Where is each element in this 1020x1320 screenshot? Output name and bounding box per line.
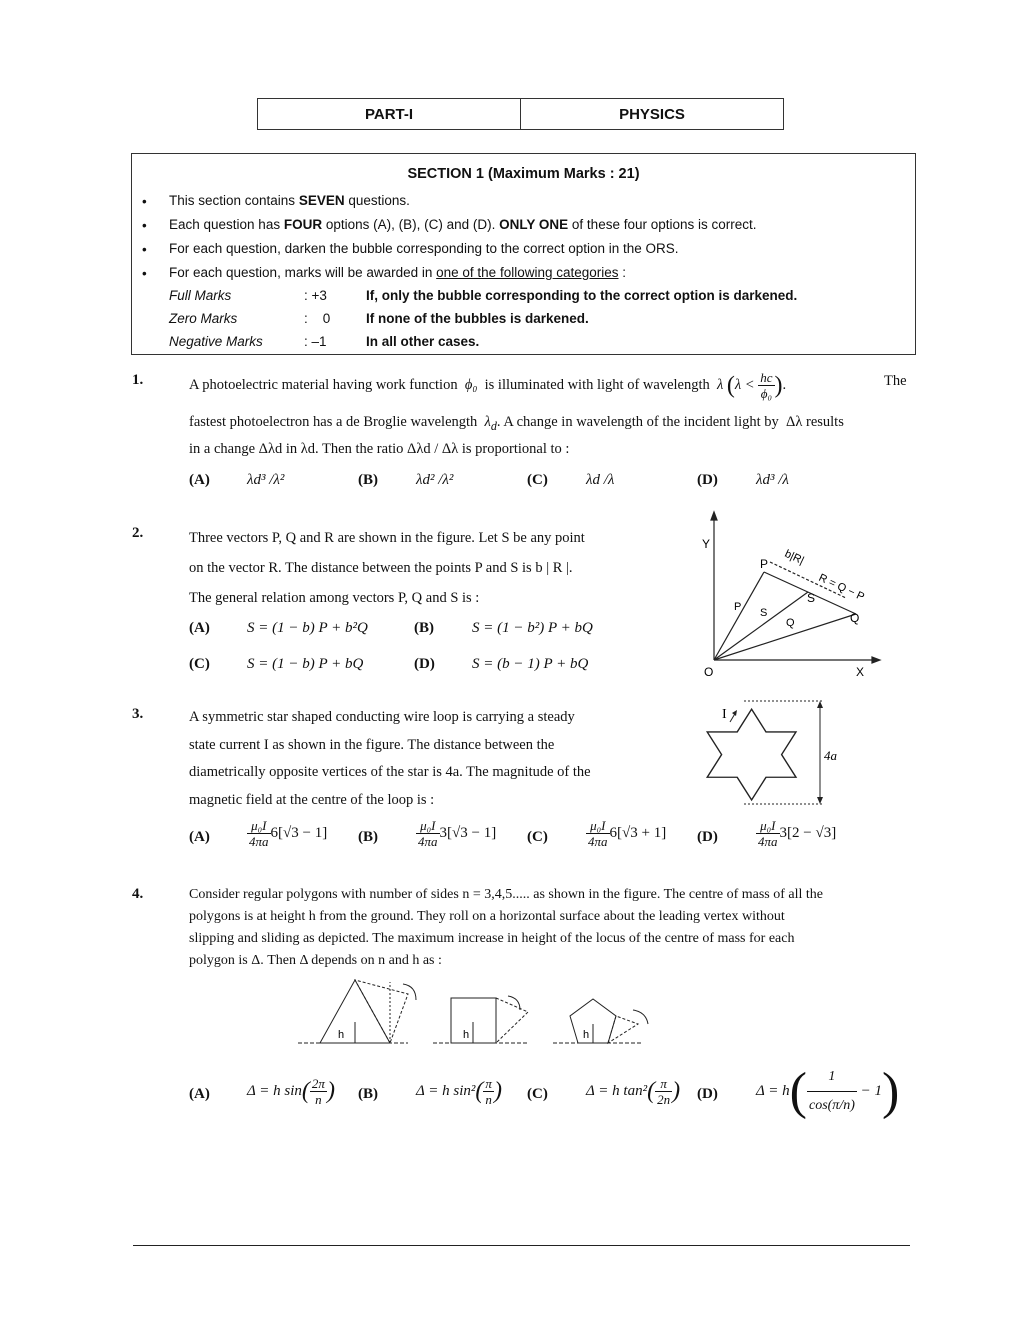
- part-label: PART-I: [364, 105, 414, 123]
- q2-line1: Three vectors P, Q and R are shown in the figure. Let S be any point: [189, 530, 585, 546]
- vector-q-label: Q: [786, 617, 795, 629]
- height-label-square: h: [463, 1029, 470, 1041]
- q1-line1: A photoelectric material having work function ϕ₀ is illuminated with light of wavelength λ (λ < $\frac{hc}{\text{ϕ₀}}$ ).: [189, 370, 787, 401]
- bullet-icon: •: [142, 194, 147, 209]
- part-header: [257, 98, 784, 130]
- question-number: 1.: [132, 372, 144, 388]
- q3-line2: state current I as shown in the figure. The distance between the: [189, 736, 555, 753]
- point-q-label: Q: [850, 611, 860, 625]
- bullet-icon: •: [142, 218, 147, 233]
- q1-line2: fastest photoelectron has a de Broglie wavelength $\lambda_d$. A change in wavelength of the incident light by Δλ results: [189, 414, 844, 433]
- q3-line1: A symmetric star shaped conducting wire loop is carrying a steady: [189, 709, 575, 725]
- q2-option-a-label: (A): [189, 620, 210, 636]
- question-number: 3.: [132, 706, 144, 722]
- q2-option-a[interactable]: S = (1 − b) P + b²Q: [247, 620, 368, 636]
- y-axis-label: Y: [702, 537, 711, 551]
- q2-option-b-label: (B): [414, 620, 434, 636]
- q3-option-c[interactable]: $\frac{\text{μ₀I}}{4\pi a}$ 6[√3 + 1]: [588, 818, 667, 849]
- question-number: 2.: [132, 525, 144, 541]
- q3-line4: magnetic field at the centre of the loop is :: [189, 791, 435, 808]
- current-label: I: [722, 707, 727, 722]
- q1-option-d[interactable]: λd³ /λ: [756, 472, 789, 488]
- q1-option-a-label: (A): [189, 472, 210, 488]
- q4-option-a[interactable]: Δ = h sin( $\frac{2\pi}{n}$ ): [247, 1076, 335, 1107]
- q3-option-d-label: (D): [697, 829, 718, 845]
- q4-line3: slipping and sliding as depicted. The maximum increase in height of the locus of the centre of mass for each: [189, 931, 795, 946]
- y-axis-arrow: [711, 512, 717, 520]
- q3-option-a-label: (A): [189, 829, 210, 845]
- q4-text: [189, 884, 909, 972]
- q3-option-d[interactable]: $\frac{\text{μ₀I}}{4\pi a}$ 3[2 − √3]: [758, 818, 837, 849]
- q3-option-b[interactable]: $\frac{\text{μ₀I}}{4\pi a}$ 3[√3 − 1]: [418, 818, 497, 849]
- q1-line3: in a change Δλd in λd. Then the ratio Δλd / Δλ is proportional to :: [189, 441, 570, 457]
- q3-option-b-label: (B): [358, 829, 378, 845]
- q4-line2: polygons is at height h from the ground. They roll on a horizontal surface about the leading vertex without: [189, 909, 785, 924]
- q3-text: [189, 704, 641, 814]
- zero-marks-value: : 0: [304, 311, 331, 326]
- section-title: SECTION 1 (Maximum Marks : 21): [407, 166, 640, 182]
- full-marks-desc: If, only the bubble corresponding to the correct option is darkened.: [366, 288, 798, 303]
- negative-marks-desc: In all other cases.: [366, 334, 480, 349]
- q4-option-d-label: (D): [697, 1086, 718, 1102]
- zero-marks-label: Zero Marks: [169, 311, 238, 326]
- instruction-2: Each question has FOUR options (A), (B), (C) and (D). ONLY ONE of these four options is correct.: [169, 217, 757, 232]
- q2-option-d-label: (D): [414, 656, 435, 672]
- q4-option-d[interactable]: Δ = h( $\frac{1}{\cos(\pi/n)}$ − 1): [756, 1063, 900, 1120]
- q4-option-a-label: (A): [189, 1086, 210, 1102]
- q3-option-a[interactable]: $\frac{\text{μ₀I}}{4\pi a}$ 6[√3 − 1]: [249, 818, 328, 849]
- instruction-3: For each question, darken the bubble corresponding to the correct option in the ORS.: [169, 241, 679, 256]
- negative-marks-label: Negative Marks: [169, 334, 263, 349]
- point-s-label: S: [807, 591, 816, 605]
- dimension-label: 4a: [824, 748, 837, 763]
- question-number: 4.: [132, 886, 144, 902]
- star-loop-figure: [700, 698, 850, 808]
- q1-line1-end: The: [884, 373, 907, 389]
- instruction-1: This section contains SEVEN questions.: [169, 193, 410, 208]
- q1-option-c-label: (C): [527, 472, 548, 488]
- origin-label: O: [704, 665, 714, 679]
- q4-line4: polygon is Δ. Then Δ depends on n and h as :: [189, 953, 442, 968]
- vector-s-label: S: [760, 607, 768, 619]
- point-p-label: P: [760, 557, 769, 571]
- subject-label: PHYSICS: [520, 99, 783, 129]
- q4-option-c[interactable]: Δ = h tan²( $\frac{\pi}{2n}$ ): [586, 1076, 681, 1107]
- q2-option-d[interactable]: S = (b − 1) P + bQ: [472, 656, 589, 672]
- height-label-triangle: h: [338, 1029, 345, 1041]
- instruction-4: For each question, marks will be awarded in one of the following categories :: [169, 265, 627, 280]
- footer-divider: [133, 1245, 910, 1246]
- q4-line1: Consider regular polygons with number of sides n = 3,4,5..... as shown in the figure. The centre of mass of all the: [189, 887, 824, 902]
- q1-option-d-label: (D): [697, 472, 718, 488]
- bullet-icon: •: [142, 266, 147, 281]
- x-axis-arrow: [872, 657, 880, 663]
- r-equation-label: R = Q − P: [816, 571, 867, 604]
- full-marks-label: Full Marks: [169, 288, 232, 303]
- q1-option-b[interactable]: λd² /λ²: [416, 472, 454, 488]
- q1-option-b-label: (B): [358, 472, 378, 488]
- negative-marks-value: : –1: [304, 334, 327, 349]
- q2-line2: on the vector R. The distance between the points P and S is b | R |.: [189, 560, 573, 576]
- vector-diagram: [696, 510, 882, 682]
- q1-option-a[interactable]: λd³ /λ²: [247, 472, 285, 488]
- br-label: b|R|: [782, 547, 806, 568]
- zero-marks-desc: If none of the bubbles is darkened.: [366, 311, 589, 326]
- section-instructions: [131, 153, 916, 355]
- q4-option-c-label: (C): [527, 1086, 548, 1102]
- rolling-polygons-figure: [298, 972, 650, 1048]
- q3-line3: diametrically opposite vertices of the star is 4a. The magnitude of the: [189, 764, 591, 780]
- vector-p-label: P: [734, 601, 742, 613]
- vector-q: [714, 614, 856, 660]
- q2-line3: The general relation among vectors P, Q and S is :: [189, 590, 480, 606]
- x-axis-label: X: [856, 665, 865, 679]
- q3-option-c-label: (C): [527, 829, 548, 845]
- q1-option-c[interactable]: λd /λ: [586, 472, 615, 488]
- full-marks-value: : +3: [304, 288, 327, 303]
- q4-option-b-label: (B): [358, 1086, 378, 1102]
- q2-text: [189, 523, 649, 613]
- q4-option-b[interactable]: Δ = h sin²( $\frac{\pi}{n}$ ): [416, 1076, 502, 1107]
- q2-option-c-label: (C): [189, 656, 210, 672]
- q2-option-c[interactable]: S = (1 − b) P + bQ: [247, 656, 364, 672]
- q2-option-b[interactable]: S = (1 − b²) P + bQ: [472, 620, 593, 636]
- bullet-icon: •: [142, 242, 147, 257]
- height-label-pentagon: h: [583, 1029, 590, 1041]
